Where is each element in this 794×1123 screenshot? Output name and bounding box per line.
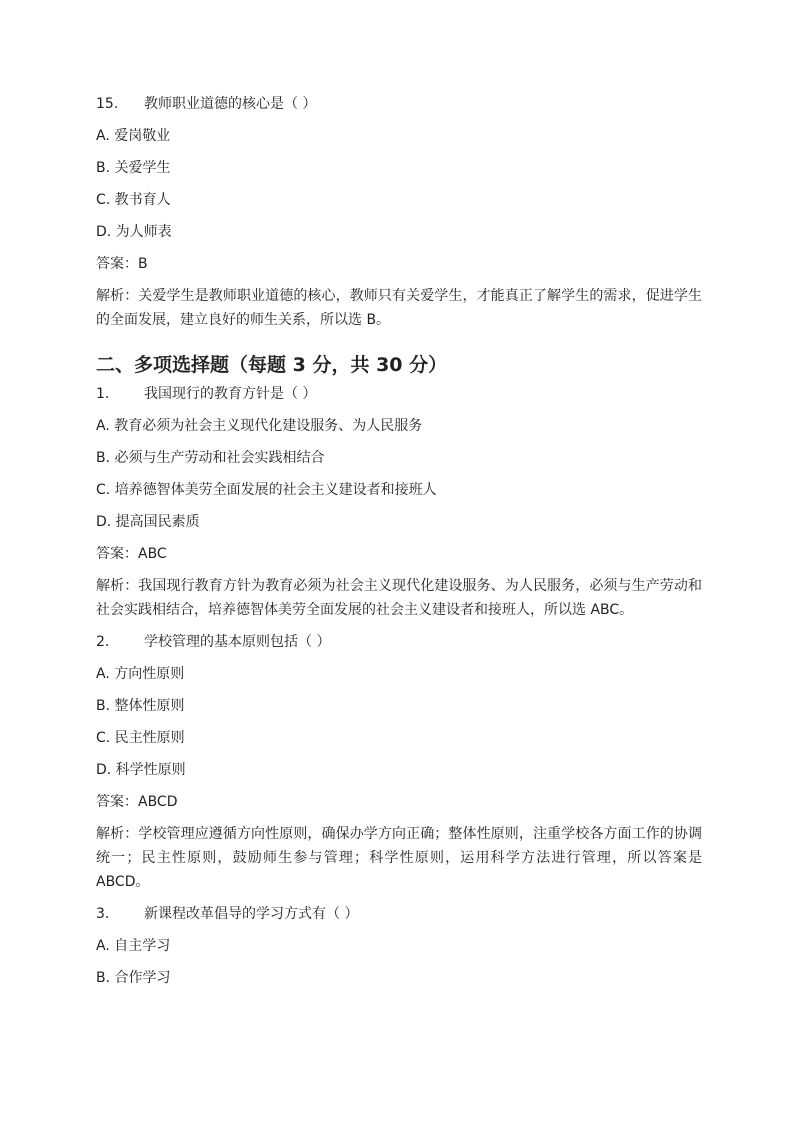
answer: 答案：ABCD [96,794,178,810]
question-stem: 学校管理的基本原则包括（ ） [144,634,331,650]
option-a: A. 自主学习 [96,938,171,954]
question-15 [96,92,702,116]
option-a: A. 方向性原则 [96,666,185,682]
document-page [96,92,702,990]
question-number: 1. [96,386,110,402]
section-title: 二、多项选择题（每题 3 分，共 30 分） [96,354,448,376]
option-d: D. 科学性原则 [96,762,186,778]
analysis: 解析：学校管理应遵循方向性原则，确保办学方向正确；整体性原则，注重学校各方面工作的协调统一；民主性原则，鼓励师生参与管理；科学性原则，运用科学方法进行管理，所以答案是 ABCD。 [96,826,702,890]
question-2 [96,630,702,654]
question-number: 15. [96,96,119,112]
question-stem: 我国现行的教育方针是（ ） [144,386,317,402]
analysis: 解析：我国现行教育方针为教育必须为社会主义现代化建设服务、为人民服务，必须与生产劳动和社会实践相结合，培养德智体美劳全面发展的社会主义建设者和接班人，所以选 ABC。 [96,578,702,618]
question-number: 2. [96,634,110,650]
option-c: C. 教书育人 [96,192,171,208]
question-number: 3. [96,906,110,922]
option-c: C. 培养德智体美劳全面发展的社会主义建设者和接班人 [96,482,437,498]
question-stem: 教师职业道德的核心是（ ） [144,96,317,112]
option-d: D. 提高国民素质 [96,514,200,530]
question-1 [96,382,702,406]
option-d: D. 为人师表 [96,224,172,240]
question-3 [96,902,702,926]
option-c: C. 民主性原则 [96,730,185,746]
option-b: B. 必须与生产劳动和社会实践相结合 [96,450,325,466]
question-stem: 新课程改革倡导的学习方式有（ ） [144,906,359,922]
answer: 答案：ABC [96,546,167,562]
analysis: 解析：关爱学生是教师职业道德的核心，教师只有关爱学生，才能真正了解学生的需求，促进学生的全面发展，建立良好的师生关系，所以选 B。 [96,288,702,328]
option-b: B. 整体性原则 [96,698,185,714]
option-b: B. 合作学习 [96,970,171,986]
answer: 答案：B [96,256,148,272]
option-a: A. 教育必须为社会主义现代化建设服务、为人民服务 [96,418,423,434]
option-a: A. 爱岗敬业 [96,128,171,144]
option-b: B. 关爱学生 [96,160,171,176]
